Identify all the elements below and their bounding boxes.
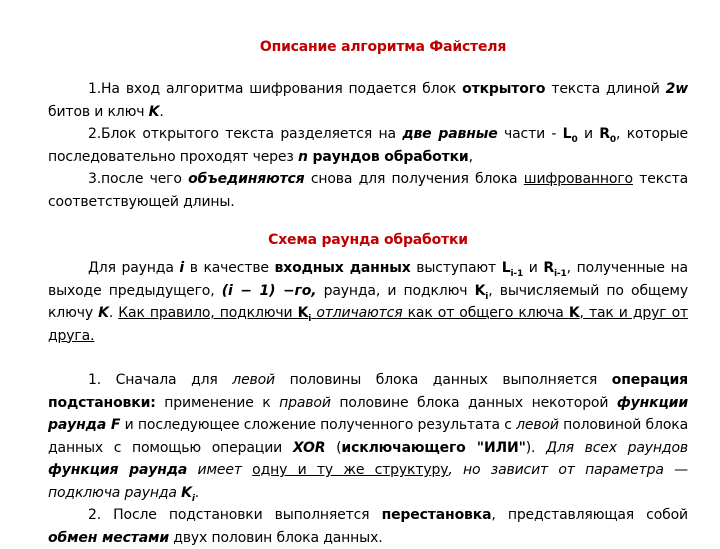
bold-term: (i − 1) −го, bbox=[221, 282, 317, 299]
bold-term: K bbox=[148, 103, 160, 120]
bold-term: 2w bbox=[665, 81, 688, 97]
bold-term: функция раунда bbox=[48, 462, 188, 478]
bold-term: раундов обработки bbox=[307, 148, 469, 165]
text: применение к bbox=[155, 394, 280, 411]
bold-term: XOR bbox=[292, 439, 326, 456]
italic-term: Для всех раундов bbox=[546, 439, 688, 456]
bold-term: n bbox=[297, 148, 308, 165]
bold-term: i bbox=[179, 260, 185, 276]
subscript: i bbox=[191, 493, 195, 504]
text: , bbox=[468, 148, 473, 165]
text: половины блока данных выполняется bbox=[275, 372, 612, 388]
text: 3.после чего bbox=[88, 171, 189, 187]
underlined-sentence bbox=[48, 305, 688, 344]
text: , так и друг от друга. bbox=[48, 305, 688, 344]
text: раунда, и подключ bbox=[316, 282, 475, 299]
underlined-term: шифрованного bbox=[523, 171, 633, 187]
symbol-K: K bbox=[181, 484, 192, 501]
text: текста соответствующей длины. bbox=[48, 171, 689, 210]
symbol-K: K bbox=[568, 305, 580, 321]
subscript: 0 bbox=[609, 134, 617, 145]
bold-term: входных данных bbox=[274, 260, 411, 276]
page-title: Описание алгоритма Файстеля bbox=[259, 39, 507, 55]
bold-term: исключающего "ИЛИ" bbox=[341, 439, 526, 456]
subscript: i-1 bbox=[510, 268, 524, 279]
text: Для раунда bbox=[88, 260, 180, 276]
text: половиной блока данных с помощью операции bbox=[48, 417, 688, 456]
text: . bbox=[159, 103, 164, 120]
paragraph-round-inputs bbox=[48, 257, 688, 347]
text: текста длиной bbox=[545, 81, 666, 97]
text: Как правило, подключи bbox=[118, 305, 298, 321]
text: как от общего ключа bbox=[402, 305, 569, 321]
text: двух половин блока данных. bbox=[168, 529, 383, 546]
bold-term: две равные bbox=[402, 126, 498, 142]
text: , представляющая собой bbox=[491, 507, 688, 523]
bold-term: перестановка bbox=[381, 507, 492, 523]
text: битов и ключ bbox=[48, 103, 149, 120]
text: части - bbox=[497, 126, 563, 142]
bold-term: K bbox=[98, 305, 109, 321]
text: . bbox=[194, 484, 200, 501]
text: ( bbox=[325, 439, 342, 456]
italic-term: отличаются bbox=[316, 305, 403, 321]
italic-term: левой bbox=[232, 372, 275, 388]
subscript: i-1 bbox=[553, 268, 567, 279]
bold-term: операция подстановки: bbox=[48, 372, 688, 411]
text: 2.Блок открытого текста разделяется на bbox=[88, 126, 403, 142]
text: , которые последовательно проходят через bbox=[48, 126, 688, 165]
text: , вычисляемый по общему ключу bbox=[48, 282, 688, 321]
subscript: i bbox=[308, 313, 312, 324]
bold-term: функции раунда F bbox=[48, 394, 688, 433]
italic-term: левой bbox=[516, 417, 559, 433]
symbol-R: R bbox=[599, 126, 610, 142]
text: 1.На вход алгоритма шифрования подается блок bbox=[88, 81, 463, 97]
symbol-K: K bbox=[297, 305, 309, 321]
italic-term: , но зависит от параметра — подключа раунда bbox=[48, 462, 688, 501]
bold-term: обмен местами bbox=[48, 529, 169, 546]
italic-term: правой bbox=[279, 394, 331, 411]
subscript: 0 bbox=[571, 134, 578, 145]
bold-term: открытого bbox=[462, 81, 546, 97]
text: 2. После подстановки выполняется bbox=[88, 507, 382, 523]
paragraph-step-3 bbox=[48, 168, 688, 213]
text: в качестве bbox=[184, 260, 275, 276]
section-title: Схема раунда обработки bbox=[268, 232, 468, 248]
paragraph-permutation bbox=[48, 504, 688, 549]
paragraph-step-2 bbox=[48, 123, 688, 168]
paragraph-step-1 bbox=[48, 78, 688, 123]
text: и bbox=[523, 260, 544, 276]
text: и bbox=[577, 126, 600, 142]
text: . bbox=[108, 305, 119, 321]
text: половине блока данных некоторой bbox=[330, 394, 617, 411]
symbol-L: L bbox=[501, 260, 511, 276]
paragraph-substitution bbox=[48, 369, 688, 504]
text: 1. Сначала для bbox=[88, 372, 233, 388]
text: снова для получения блока bbox=[304, 171, 524, 187]
text: и последующее сложение полученного результата с bbox=[120, 417, 517, 433]
symbol-L: L bbox=[562, 126, 572, 142]
symbol-R: R bbox=[543, 260, 554, 276]
bold-term: объединяются bbox=[188, 171, 305, 187]
slide-content bbox=[48, 36, 688, 549]
text: , полученные на выходе предыдущего, bbox=[48, 260, 688, 299]
text: ). bbox=[525, 439, 547, 456]
underlined-term: одну и ту же структуру bbox=[252, 462, 449, 478]
text: выступают bbox=[410, 260, 502, 276]
italic-term: имеет bbox=[187, 462, 253, 478]
symbol-K: K bbox=[474, 282, 486, 299]
subscript: i bbox=[485, 291, 489, 302]
